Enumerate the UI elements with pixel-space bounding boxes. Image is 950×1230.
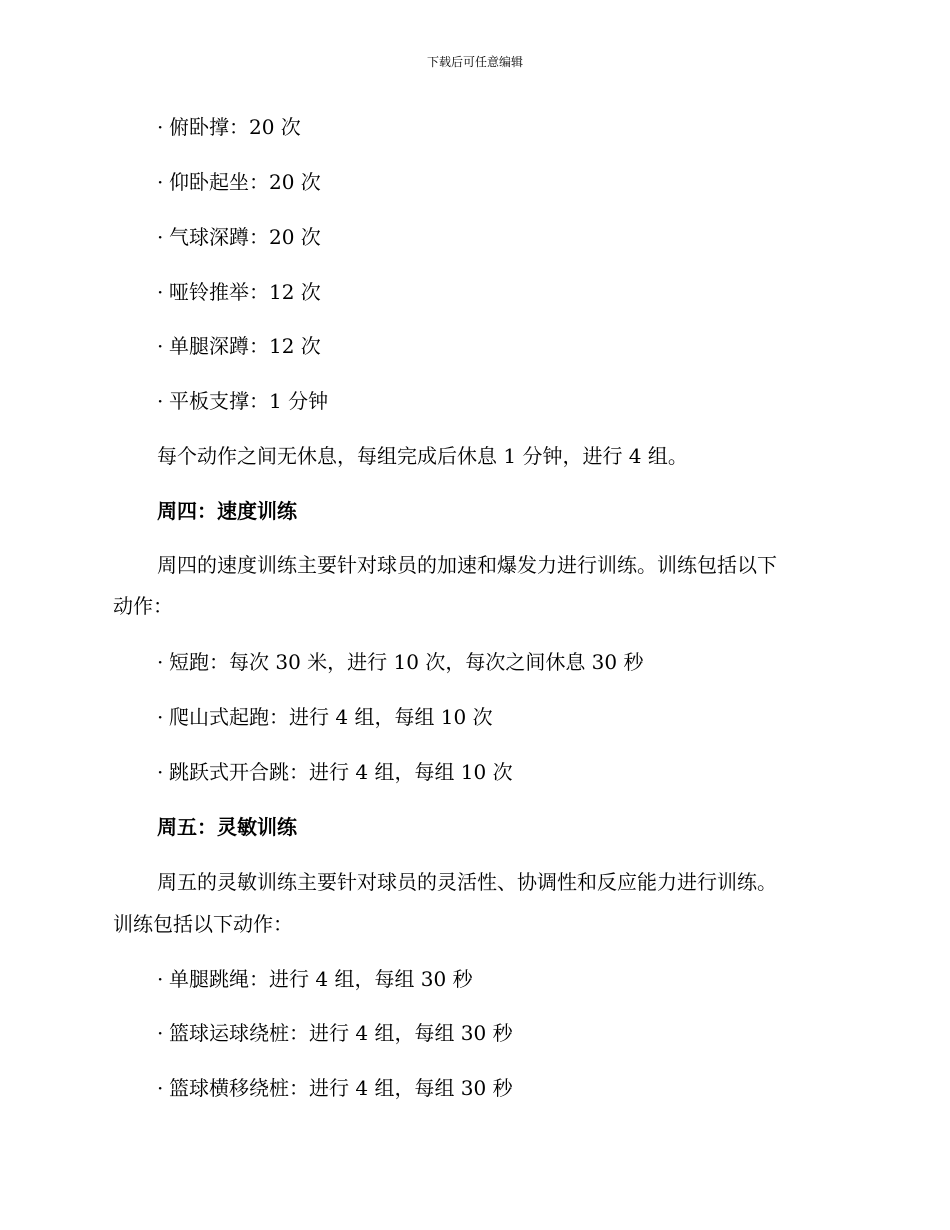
bullet-dot: · <box>157 334 164 358</box>
bullet-dot: · <box>157 650 164 674</box>
bullet-dot: · <box>157 115 164 139</box>
bullet-dot: · <box>157 705 164 729</box>
list-item <box>157 279 321 305</box>
list-item <box>157 114 301 140</box>
page-header: 下载后可任意编辑 <box>426 55 523 69</box>
bullet-dot: · <box>157 760 164 784</box>
bullet-dot: · <box>157 1021 164 1045</box>
list-item-text: 俯卧撑：20 次 <box>169 115 301 139</box>
bullet-dot: · <box>157 280 164 304</box>
paragraph-line: 周五的灵敏训练主要针对球员的灵活性、协调性和反应能力进行训练。 <box>157 870 777 894</box>
paragraph-line: 周四的速度训练主要针对球员的加速和爆发力进行训练。训练包括以下 <box>157 553 777 577</box>
list-item-text: 爬山式起跑：进行 4 组，每组 10 次 <box>169 705 493 729</box>
section-heading-thursday: 周四：速度训练 <box>157 499 297 523</box>
list-item-text: 气球深蹲：20 次 <box>169 225 321 249</box>
list-item <box>157 704 493 730</box>
list-item <box>157 1020 513 1046</box>
list-item <box>157 966 473 992</box>
list-item <box>157 388 328 414</box>
list-item-text: 平板支撑：1 分钟 <box>169 389 329 413</box>
list-item <box>157 169 321 195</box>
list-item-text: 跳跃式开合跳：进行 4 组，每组 10 次 <box>169 760 513 784</box>
list-item-text: 单腿跳绳：进行 4 组，每组 30 秒 <box>169 967 473 991</box>
paragraph-line: 训练包括以下动作： <box>113 912 293 936</box>
rest-note: 每个动作之间无休息，每组完成后休息 1 分钟，进行 4 组。 <box>157 444 688 468</box>
bullet-dot: · <box>157 225 164 249</box>
paragraph-line: 动作： <box>113 594 173 618</box>
bullet-dot: · <box>157 967 164 991</box>
bullet-dot: · <box>157 170 164 194</box>
list-item-text: 篮球运球绕桩：进行 4 组，每组 30 秒 <box>169 1021 513 1045</box>
list-item-text: 篮球横移绕桩：进行 4 组，每组 30 秒 <box>169 1076 513 1100</box>
list-item-text: 短跑：每次 30 米，进行 10 次，每次之间休息 30 秒 <box>169 650 644 674</box>
list-item <box>157 333 321 359</box>
bullet-dot: · <box>157 389 164 413</box>
list-item-text: 仰卧起坐：20 次 <box>169 170 321 194</box>
list-item <box>157 1075 513 1101</box>
list-item <box>157 224 321 250</box>
list-item-text: 哑铃推举：12 次 <box>169 280 321 304</box>
list-item <box>157 649 644 675</box>
bullet-dot: · <box>157 1076 164 1100</box>
section-heading-friday: 周五：灵敏训练 <box>157 815 297 839</box>
list-item-text: 单腿深蹲：12 次 <box>169 334 321 358</box>
list-item <box>157 759 513 785</box>
